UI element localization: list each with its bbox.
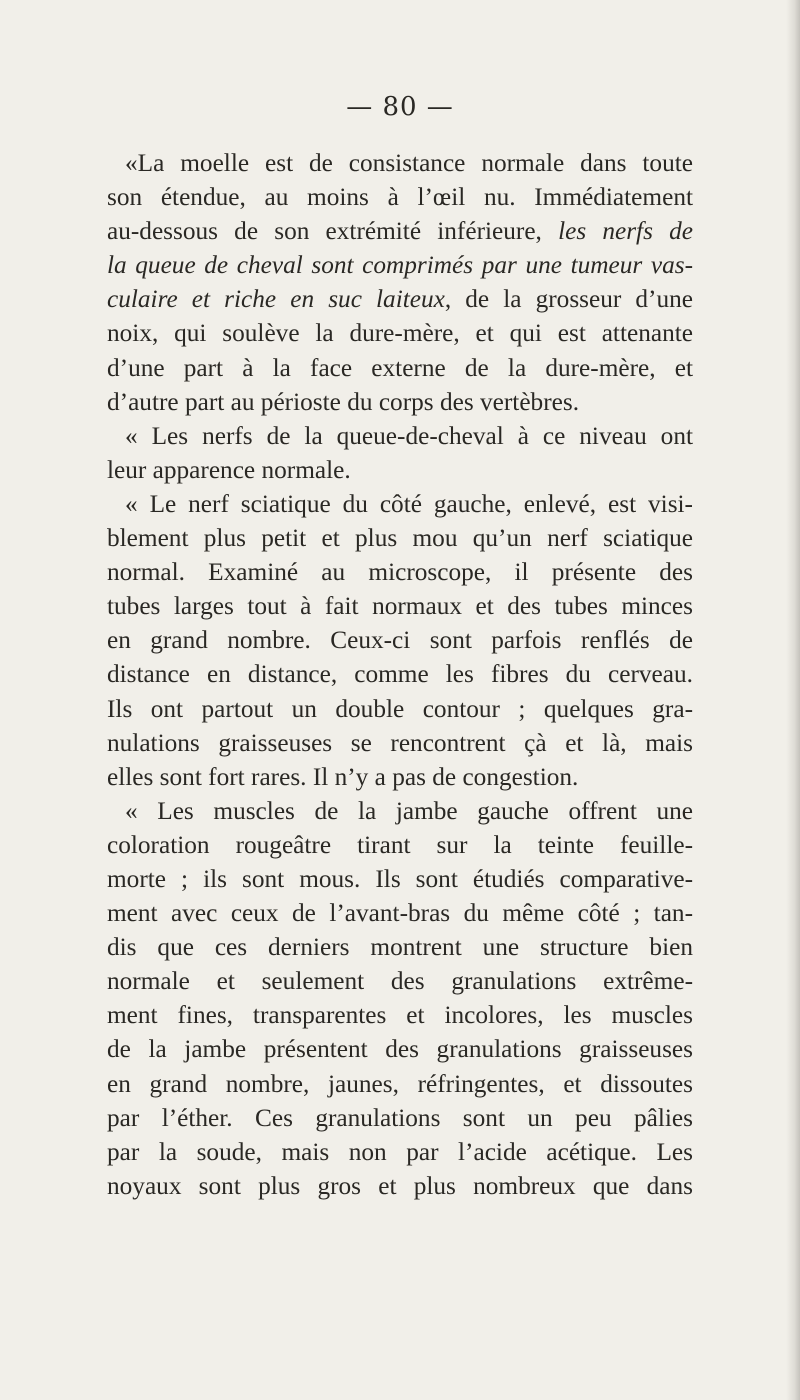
text-segment: coloration rougeâtre tirant sur la teinte feuille-: [107, 830, 693, 859]
text-line: [107, 930, 693, 964]
text-segment: , de la grosseur d’une: [444, 285, 693, 314]
text-line: [107, 453, 693, 487]
text-line: [107, 1067, 693, 1101]
text-line: [107, 316, 693, 350]
text-line: [107, 248, 693, 282]
italic-segment: la queue de cheval sont comprimés par une tumeur vas-: [107, 251, 693, 280]
text-segment: d’autre part au périoste du corps des vertèbres.: [107, 387, 580, 416]
text-line: [107, 1032, 693, 1066]
text-line: [107, 828, 693, 862]
italic-segment: culaire et riche en suc laiteux: [107, 285, 445, 314]
text-segment: ment avec ceux de l’avant-bras du même côté ; tan-: [107, 899, 693, 928]
text-segment: tubes larges tout à fait normaux et des tubes minces: [107, 592, 693, 621]
text-segment: d’une part à la face externe de la dure-mère, et: [107, 353, 693, 382]
text-line: [107, 180, 693, 214]
text-line: [107, 794, 693, 828]
text-segment: son étendue, au moins à l’œil nu. Immédiatement: [107, 183, 693, 212]
text-line: [107, 692, 693, 726]
text-line: [107, 862, 693, 896]
text-segment: « Les nerfs de la queue-de-cheval à ce niveau ont: [125, 421, 693, 450]
text-line: [107, 623, 693, 657]
text-segment: «La moelle est de consistance normale dans toute: [125, 149, 693, 177]
text-line: [107, 1169, 693, 1203]
text-segment: en grand nombre. Ceux-ci sont parfois renflés de: [107, 626, 693, 655]
text-segment: en grand nombre, jaunes, réfringentes, et dissoutes: [107, 1069, 693, 1098]
text-segment: ment fines, transparentes et incolores, les muscles: [107, 1001, 693, 1030]
text-line: [107, 351, 693, 385]
text-segment: elles sont fort rares. Il n’y a pas de congestion.: [107, 762, 579, 791]
page-edge-shadow: [786, 0, 800, 1400]
text-line: [107, 521, 693, 555]
text-segment: « Les muscles de la jambe gauche offrent une: [125, 796, 693, 825]
text-line: [107, 282, 693, 316]
text-segment: morte ; ils sont mous. Ils sont étudiés comparative-: [107, 864, 693, 893]
italic-segment: les nerfs de: [558, 217, 693, 246]
text-line: [107, 896, 693, 930]
text-segment: Ils ont partout un double contour ; quelques gra-: [107, 694, 693, 723]
text-segment: par l’éther. Ces granulations sont un peu pâlies: [107, 1103, 693, 1132]
text-segment: noyaux sont plus gros et plus nombreux que dans: [107, 1171, 693, 1200]
text-segment: leur apparence normale.: [107, 455, 351, 484]
text-line: [107, 760, 693, 794]
body-text: [107, 146, 693, 1203]
text-segment: blement plus petit et plus mou qu’un nerf sciatique: [107, 524, 693, 553]
text-segment: normale et seulement des granulations extrême-: [107, 967, 693, 996]
text-line: [107, 589, 693, 623]
text-line: [107, 385, 693, 419]
text-segment: normal. Examiné au microscope, il présente des: [107, 558, 693, 587]
text-segment: « Le nerf sciatique du côté gauche, enlevé, est visi-: [125, 489, 693, 518]
text-line: [107, 214, 693, 248]
text-segment: noix, qui soulève la dure-mère, et qui est attenante: [107, 319, 693, 348]
text-segment: par la soude, mais non par l’acide acétique. Les: [107, 1137, 693, 1166]
text-line: [107, 555, 693, 589]
text-line: [107, 1101, 693, 1135]
text-line: [107, 487, 693, 521]
text-segment: dis que ces derniers montrent une structure bien: [107, 933, 693, 962]
text-line: [107, 998, 693, 1032]
text-segment: nulations graisseuses se rencontrent çà et là, mais: [107, 728, 693, 757]
text-line: [107, 419, 693, 453]
text-line: [107, 964, 693, 998]
text-line: [107, 657, 693, 691]
text-line: [107, 1135, 693, 1169]
text-line: [107, 726, 693, 760]
text-segment: au-dessous de son extrémité inférieure,: [107, 217, 559, 246]
text-segment: distance en distance, comme les fibres du cerveau.: [107, 660, 693, 689]
page-number-header: — 80 —: [346, 92, 454, 122]
text-line: [107, 146, 693, 180]
text-segment: de la jambe présentent des granulations graisseuses: [107, 1035, 693, 1064]
